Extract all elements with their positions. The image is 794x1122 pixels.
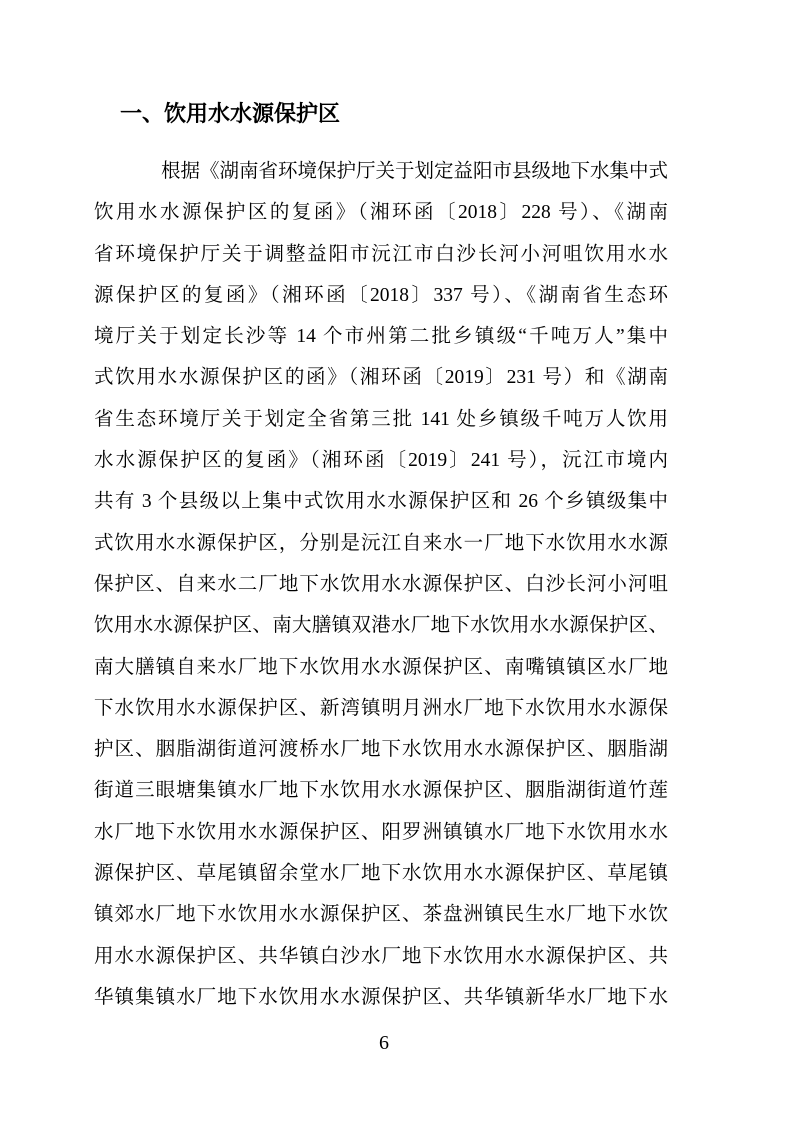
paragraph-line: 下水饮用水水源保护区、新湾镇明月洲水厂地下水饮用水水源保 <box>94 697 668 719</box>
paragraph-line: 饮用水水源保护区的复函》（湘环函〔2018〕228 号）、《湖南 <box>94 202 668 224</box>
paragraph-line: 南大膳镇自来水厂地下水饮用水水源保护区、南嘴镇镇区水厂地 <box>94 656 668 678</box>
paragraph-line: 华镇集镇水厂地下水饮用水水源保护区、共华镇新华水厂地下水 <box>94 986 668 1008</box>
paragraph-line: 省环境保护厅关于调整益阳市沅江市白沙长河小河咀饮用水水 <box>94 243 668 265</box>
paragraph-line: 式饮用水水源保护区，分别是沅江自来水一厂地下水饮用水水源 <box>94 532 668 554</box>
paragraph <box>94 151 668 1018</box>
paragraph-line: 省生态环境厅关于划定全省第三批 141 处乡镇级千吨万人饮用 <box>94 408 668 430</box>
paragraph-line: 水水源保护区的复函》（湘环函〔2019〕241 号），沅江市境内 <box>94 450 668 472</box>
paragraph-line: 共有 3 个县级以上集中式饮用水水源保护区和 26 个乡镇级集中 <box>94 491 668 513</box>
paragraph-line: 式饮用水水源保护区的函》（湘环函〔2019〕231 号）和《湖南 <box>94 367 668 389</box>
paragraph-line: 境厅关于划定长沙等 14 个市州第二批乡镇级“千吨万人”集中 <box>94 326 668 348</box>
paragraph-line: 水厂地下水饮用水水源保护区、阳罗洲镇镇水厂地下水饮用水水 <box>94 821 668 843</box>
section-heading: 一、饮用水水源保护区 <box>120 101 341 126</box>
paragraph-line: 根据《湖南省环境保护厅关于划定益阳市县级地下水集中式 <box>161 161 668 182</box>
paragraph-line: 镇郊水厂地下水饮用水水源保护区、茶盘洲镇民生水厂地下水饮 <box>94 904 668 926</box>
paragraph-line: 保护区、自来水二厂地下水饮用水水源保护区、白沙长河小河咀 <box>94 573 668 595</box>
paragraph-line: 用水水源保护区、共华镇白沙水厂地下水饮用水水源保护区、共 <box>94 945 668 967</box>
paragraph-line: 源保护区、草尾镇留余堂水厂地下水饮用水水源保护区、草尾镇 <box>94 863 668 885</box>
paragraph-line: 护区、胭脂湖街道河渡桥水厂地下水饮用水水源保护区、胭脂湖 <box>94 739 668 761</box>
paragraph-line: 饮用水水源保护区、南大膳镇双港水厂地下水饮用水水源保护区、 <box>94 615 668 637</box>
paragraph-line: 源保护区的复函》（湘环函〔2018〕337 号）、《湖南省生态环 <box>94 284 668 306</box>
page-number: 6 <box>379 1032 389 1054</box>
paragraph-line: 街道三眼塘集镇水厂地下水饮用水水源保护区、胭脂湖街道竹莲 <box>94 780 668 802</box>
